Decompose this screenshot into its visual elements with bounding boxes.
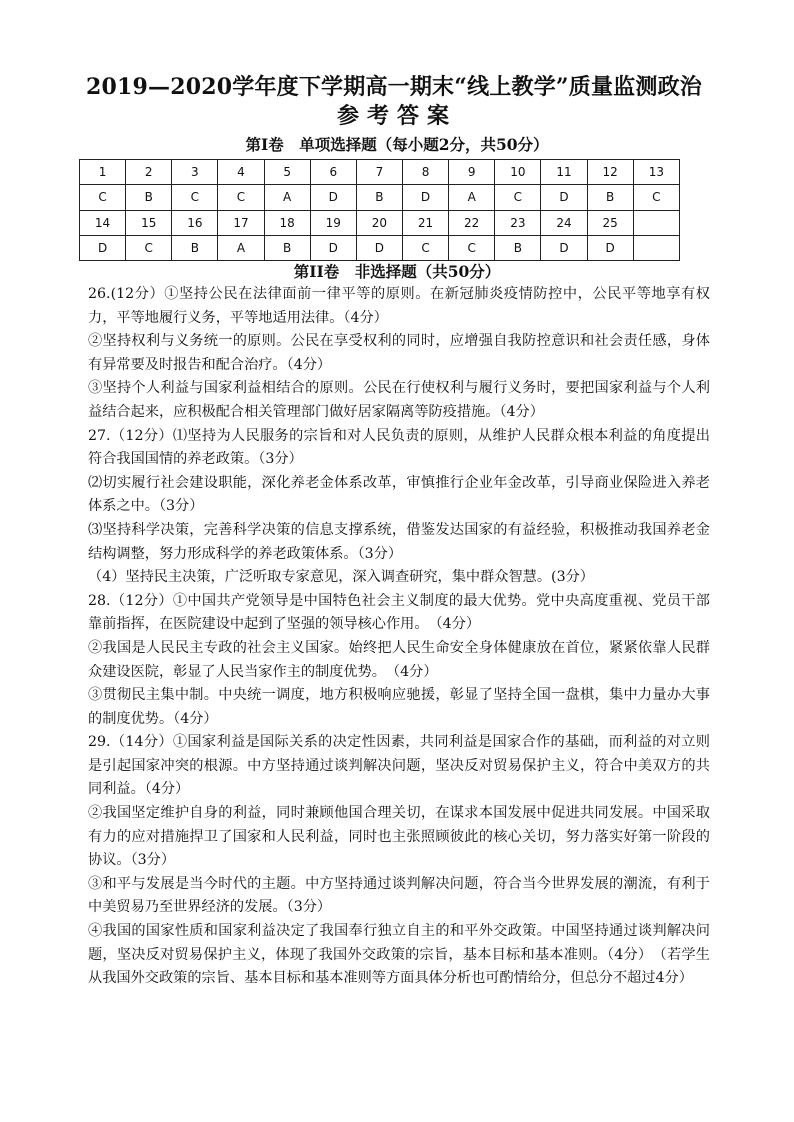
answer-cell: C — [402, 235, 448, 260]
question-number-row — [80, 160, 680, 185]
answer-paragraph: ④我国的国家性质和国家利益决定了我国奉行独立自主的和平外交政策。中国坚持通过谈判解决问题，坚决反对贸易保护主义，体现了我国外交政策的宗旨，基本目标和基本准则。（4分） （若学生从我国外交政策的宗旨、基本目标和基本准则等方面具体分析也可酌情给分，但总分不超过4分） — [88, 923, 710, 987]
answer-cell: B — [264, 235, 310, 260]
question-number-cell: 20 — [356, 210, 402, 235]
question-number-cell: 2 — [126, 160, 172, 185]
answer-cell: A — [449, 185, 495, 210]
answer-cell — [633, 235, 679, 260]
answer-paragraph: （4）坚持民主决策，广泛听取专家意见，深入调查研究，集中群众智慧。(3分） — [88, 569, 594, 586]
answer-paragraph: ②我国坚定维护自身的利益，同时兼顾他国合理关切，在谋求本国发展中促进共同发展。中国采取有力的应对措施捍卫了国家和人民利益，同时也主张照顾彼此的核心关切，努力落实好第一阶段的协议。（3分） — [88, 805, 710, 869]
question-number-cell: 11 — [541, 160, 587, 185]
answer-cell: B — [172, 235, 218, 260]
answer-cell: D — [356, 235, 402, 260]
question-number-cell: 7 — [356, 160, 402, 185]
answer-paragraph: 26.(12分）①坚持公民在法律面前一律平等的原则。在新冠肺炎疫情防控中，公民平等地享有权力，平等地履行义务，平等地适用法律。（4分） — [88, 286, 710, 326]
answer-cell: D — [310, 185, 356, 210]
document-subtitle: 参考答案 — [336, 103, 457, 129]
question-number-row — [80, 210, 680, 235]
answer-cell: C — [495, 185, 541, 210]
answer-paragraph: 28.（12分）①中国共产党领导是中国特色社会主义制度的最大优势。党中央高度重视、党员干部靠前指挥，在医院建设中起到了坚强的领导核心作用。 （4分） — [88, 592, 710, 633]
question-number-cell: 4 — [218, 160, 264, 185]
question-number-cell: 1 — [80, 160, 126, 185]
answer-cell: C — [218, 185, 264, 210]
part2-heading: 第II卷 非选择题（共50分） — [293, 262, 501, 281]
question-number-cell: 19 — [310, 210, 356, 235]
answer-cell: A — [264, 185, 310, 210]
question-number-cell: 16 — [172, 210, 218, 235]
answer-paragraph: 27.（12分）⑴坚持为人民服务的宗旨和对人民负责的原则，从维护人民群众根本利益的角度提出符合我国国情的养老政策。（3分） — [88, 427, 710, 468]
question-number-cell: 25 — [587, 210, 633, 235]
answer-cell: B — [126, 185, 172, 210]
answer-row — [80, 235, 680, 260]
answer-paragraph: ⑵切实履行社会建设职能，深化养老金体系改革，审慎推行企业年金改革，引导商业保险进入养老体系之中。（3分） — [88, 474, 710, 515]
answer-cell: D — [310, 235, 356, 260]
answer-cell: D — [541, 185, 587, 210]
answer-cell: D — [541, 235, 587, 260]
question-number-cell: 8 — [402, 160, 448, 185]
answer-cell: A — [218, 235, 264, 260]
question-number-cell: 10 — [495, 160, 541, 185]
part1-heading: 第Ⅰ卷 单项选择题（每小题2分，共50分） — [245, 135, 549, 154]
question-number-cell: 15 — [126, 210, 172, 235]
answer-cell: C — [80, 185, 126, 210]
answer-cell: B — [587, 185, 633, 210]
answer-cell: C — [633, 185, 679, 210]
question-number-cell — [633, 210, 679, 235]
answer-cell: D — [587, 235, 633, 260]
answer-paragraph: 29.（14分）①国家利益是国际关系的决定性因素，共同利益是国家合作的基础，而利益的对立则是引起国家冲突的根源。中方坚持通过谈判解决问题，坚决反对贸易保护主义，符合中美双方的共同利益。（4分） — [88, 734, 710, 798]
question-number-cell: 3 — [172, 160, 218, 185]
answer-cell: D — [402, 185, 448, 210]
answer-row — [80, 185, 680, 210]
question-number-cell: 21 — [402, 210, 448, 235]
answer-paragraph: ③贯彻民主集中制。中央统一调度，地方积极响应驰援，彰显了坚持全国一盘棋，集中力量办大事的制度优势。（4分） — [88, 687, 710, 727]
answer-table — [79, 159, 680, 261]
question-number-cell: 23 — [495, 210, 541, 235]
question-number-cell: 13 — [633, 160, 679, 185]
answer-paragraph: ③坚持个人利益与国家利益相结合的原则。公民在行使权利与履行义务时，要把国家利益与个人利益结合起来，应积极配合相关管理部门做好居家隔离等防疫措施。（4分） — [88, 380, 710, 420]
question-number-cell: 18 — [264, 210, 310, 235]
answer-cell: C — [449, 235, 495, 260]
answer-cell: B — [495, 235, 541, 260]
answer-paragraph: ②我国是人民民主专政的社会主义国家。始终把人民生命安全身体健康放在首位，紧紧依靠人民群众建设医院，彰显了人民当家作主的制度优势。 （4分） — [88, 639, 710, 680]
question-number-cell: 6 — [310, 160, 356, 185]
question-number-cell: 24 — [541, 210, 587, 235]
answer-key-body — [88, 283, 710, 991]
answer-paragraph: ⑶坚持科学决策，完善科学决策的信息支撑系统，借鉴发达国家的有益经验，积极推动我国养老金结构调整，努力形成科学的养老政策体系。（3分） — [88, 521, 710, 562]
question-number-cell: 22 — [449, 210, 495, 235]
question-number-cell: 9 — [449, 160, 495, 185]
question-number-cell: 5 — [264, 160, 310, 185]
question-number-cell: 12 — [587, 160, 633, 185]
answer-cell: C — [172, 185, 218, 210]
answer-paragraph: ②坚持权利与义务统一的原则。公民在享受权利的同时，应增强自我防控意识和社会责任感，身体有异常要及时报告和配合治疗。（4分） — [88, 333, 710, 373]
answer-cell: B — [356, 185, 402, 210]
answer-cell: C — [126, 235, 172, 260]
question-number-cell: 17 — [218, 210, 264, 235]
document-title: 2019—2020学年度下学期高一期末“线上教学”质量监测政治 — [86, 74, 702, 100]
question-number-cell: 14 — [80, 210, 126, 235]
answer-cell: D — [80, 235, 126, 260]
answer-paragraph: ③和平与发展是当今时代的主题。中方坚持通过谈判解决问题，符合当今世界发展的潮流，有利于中美贸易乃至世界经济的发展。（3分） — [88, 875, 710, 916]
